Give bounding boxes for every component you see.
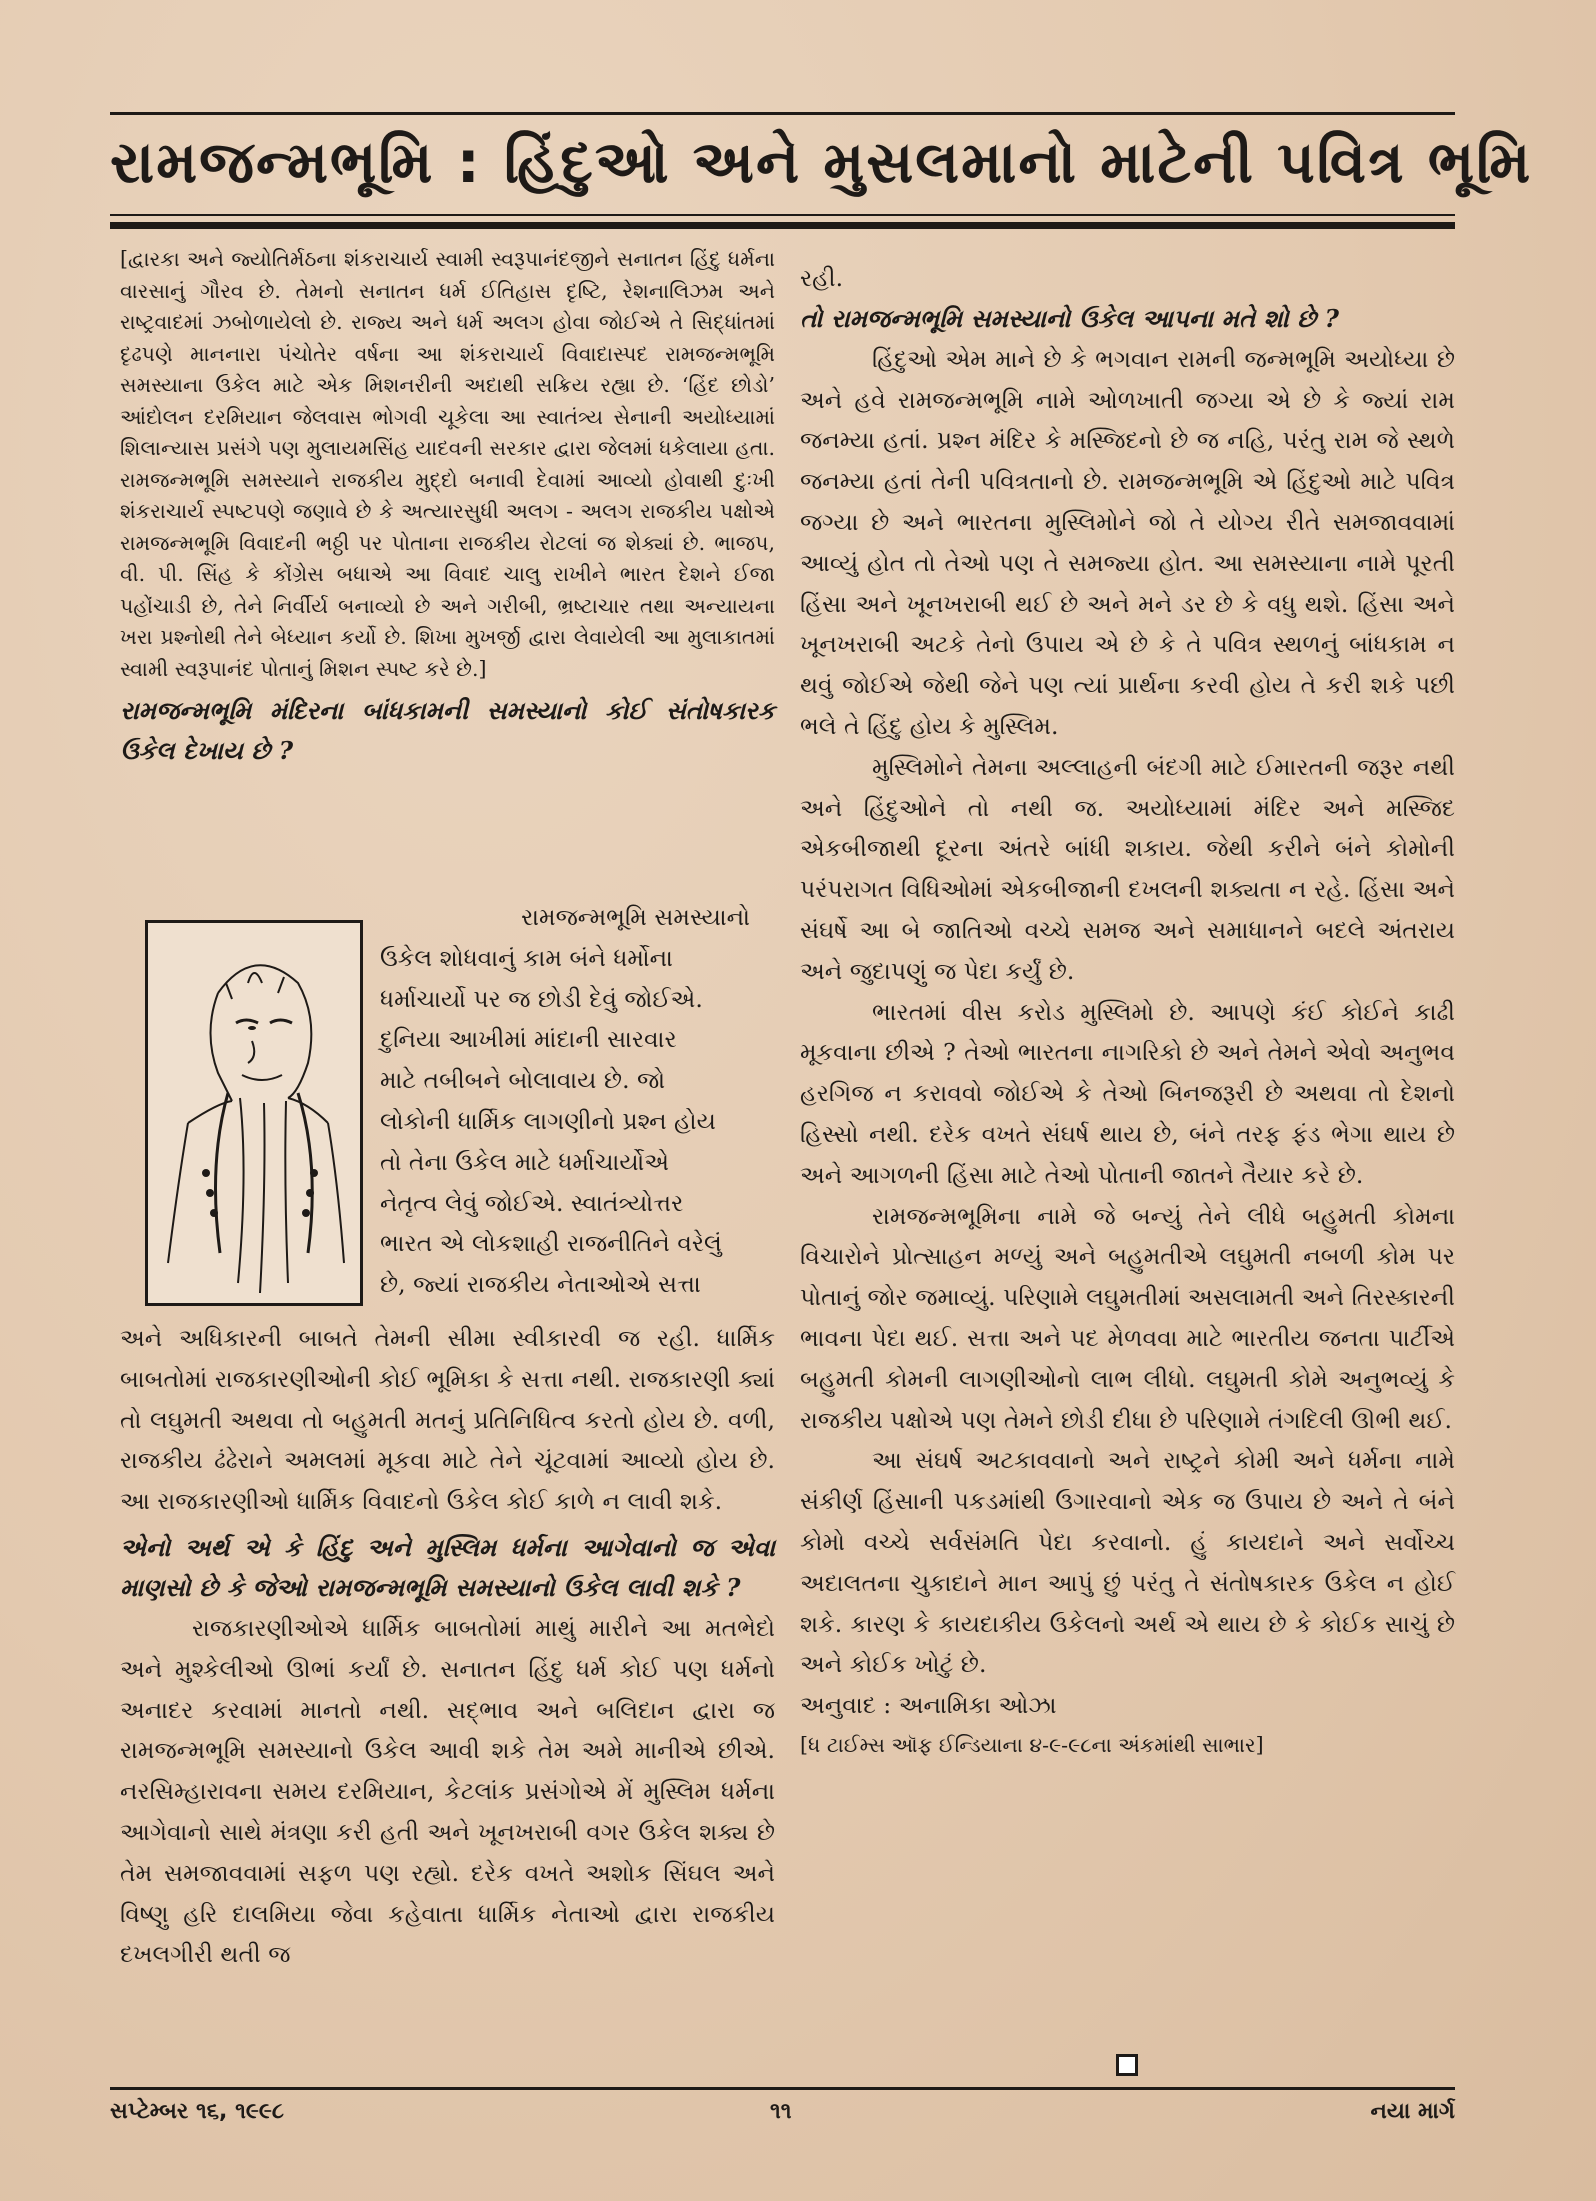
title-bottom-rule-thin <box>110 214 1455 216</box>
answer-1-line: ધર્માચાર્યો પર જ છોડી દેવું જોઈએ. <box>380 984 703 1013</box>
answer-1-line: લોકોની ધાર્મિક લાગણીનો પ્રશ્ન હોય <box>380 1106 716 1135</box>
answer-2: રાજકારણીઓએ ધાર્મિક બાબતોમાં માથું મારીને આ મતભેદો અને મુશ્કેલીઓ ઊભાં કર્યાં છે. સનાતન હિંદુ ધર્મ કોઈ પણ ધર્મનો અનાદર કરવામાં માનતો નથી. સદ્ભાવ અને બલિદાન દ્વારા જ રામજન્મભૂમિ સમસ્યાનો ઉકેલ આવી શકે તેમ અમે માનીએ છીએ. નરસિમ્હારાવના સમય દરમિયાન, કેટલાંક પ્રસંગોએ મેં મુસ્લિમ ધર્મના આગેવાનો સાથે મંત્રણા કરી હતી અને ખૂનખરાબી વગર ઉકેલ શક્ય છે તેમ સમજાવવામાં સફળ પણ રહ્યો. દરેક વખતે અશોક સિંઘલ અને વિષ્ણુ હરિ દાલમિયા જેવા કહેવાતા ધાર્મિક નેતાઓ દ્વારા રાજકીય દખલગીરી થતી જ <box>120 1613 775 1969</box>
answer-1-beside-image <box>380 897 775 1305</box>
answer-3-paragraph-4: રામજન્મભૂમિના નામે જે બન્યું તેને લીધે બહુમતી કોમના વિચારોને પ્રોત્સાહન મળ્યું અને બહુમતીએ લઘુમતી નબળી કોમ પર પોતાનું જોર જમાવ્યું. પરિણામે લઘુમતીમાં અસલામતી અને તિરસ્કારની ભાવના પેદા થઈ. સત્તા અને પદ મેળવવા માટે ભારતીય જનતા પાર્ટીએ બહુમતી કોમની લાગણીઓનો લાભ લીધો. લઘુમતી કોમે અનુભવ્યું કે રાજકીય પક્ષોએ પણ તેમને છોડી દીધા છે પરિણામે તંગદિલી ઊભી થઈ. <box>800 1201 1455 1434</box>
answer-1-line: દુનિયા આખીમાં માંદાની સારવાર <box>380 1025 677 1054</box>
article-title: રામજન્મભૂમિ : હિંદુઓ અને મુસલમાનો માટેની પવિત્ર ભૂમિ <box>110 128 1533 196</box>
footer-magazine-name: નયા માર્ગ <box>1370 2099 1455 2124</box>
answer-1-line: છે, જ્યાં રાજકીય નેતાઓએ સત્તા <box>380 1270 701 1299</box>
answer-1-line: ઉકેલ શોધવાનું કામ બંને ધર્મોના <box>380 943 673 972</box>
answer-1-rest: અને અધિકારની બાબતે તેમની સીમા સ્વીકારવી જ રહી. ધાર્મિક બાબતોમાં રાજકારણીઓની કોઈ ભૂમિકા કે સત્તા નથી. રાજકારણી ક્યાં તો લઘુમતી અથવા તો બહુમતી મતનું પ્રતિનિધિત્વ કરતો હોય છે. વળી, રાજકીય ઢંઢેરાને અમલમાં મૂકવા માટે તેને ચૂંટવામાં આવ્યો હોય છે. આ રાજકારણીઓ ધાર્મિક વિવાદનો ઉકેલ કોઈ કાળે ન લાવી શકે. <box>120 1324 775 1516</box>
answer-1-line: ભારત એ લોકશાહી રાજનીતિને વરેલું <box>380 1229 722 1258</box>
end-of-article-square-icon <box>1116 2054 1138 2076</box>
answer-1-line: રામજન્મભૂમિ સમસ્યાનો <box>521 903 750 931</box>
left-column-lower <box>120 1318 775 1975</box>
continued-text: રહી. <box>800 264 844 292</box>
intro-paragraph: [દ્વારકા અને જ્યોતિર્મઠના શંકરાચાર્ય સ્વામી સ્વરૂપાનંદજીને સનાતન હિંદુ ધર્મના વારસાનું ગૌરવ છે. તેમનો સનાતન ધર્મ ઈતિહાસ દૃષ્ટિ, રેશનાલિઝમ અને રાષ્ટ્રવાદમાં ઝબોળાયેલો છે. રાજ્ય અને ધર્મ અલગ હોવા જોઈએ તે સિદ્ધાંતમાં દૃઢપણે માનનારા પંચોતેર વર્ષના આ શંકરાચાર્ય વિવાદાસ્પદ રામજન્મભૂમિ સમસ્યાના ઉકેલ માટે એક મિશનરીની અદાથી સક્રિય રહ્યા છે. ‘હિંદ છોડો’ આંદોલન દરમિયાન જેલવાસ ભોગવી ચૂકેલા આ સ્વાતંત્ર્ય સેનાની અયોધ્યામાં શિલાન્યાસ પ્રસંગે પણ મુલાયમસિંહ યાદવની સરકાર દ્વારા જેલમાં ધકેલાયા હતા. રામજન્મભૂમિ સમસ્યાને રાજકીય મુદ્દો બનાવી દેવામાં આવ્યો હોવાથી દુઃખી શંકરાચાર્ય સ્પષ્ટપણે જણાવે છે કે અત્યારસુધી અલગ - અલગ રાજકીય પક્ષોએ રામજન્મભૂમિ વિવાદની ભઠ્ઠી પર પોતાના રાજકીય રોટલાં જ શેક્યાં છે. ભાજપ, વી. પી. સિંહ કે કોંગ્રેસ બધાએ આ વિવાદ ચાલુ રાખીને ભારત દેશને ઈજા પહોંચાડી છે, તેને નિર્વીર્ય બનાવ્યો છે અને ગરીબી, ભ્રષ્ટાચાર તથા અન્યાયના ખરા પ્રશ્નોથી તેને બેધ્યાન કર્યો છે. શિખા મુખર્જી દ્વારા લેવાયેલી આ મુલાકાતમાં સ્વામી સ્વરૂપાનંદ પોતાનું મિશન સ્પષ્ટ કરે છે.] <box>120 247 775 681</box>
title-top-rule <box>110 112 1455 115</box>
answer-3-paragraph-2: મુસ્લિમોને તેમના અલ્લાહની બંદગી માટે ઈમારતની જરૂર નથી અને હિંદુઓને તો નથી જ. અયોધ્યામાં મંદિર અને મસ્જિદ એકબીજાથી દૂરના અંતરે બાંધી શકાય. જેથી કરીને બંને કોમોની પરંપરાગત વિધિઓમાં એકબીજાની દખલની શક્યતા ન રહે. હિંસા અને સંઘર્ષે આ બે જાતિઓ વચ્ચે સમજ અને સમાધાનને બદલે અંતરાય અને જુદાપણું જ પેદા કર્યું છે. <box>800 752 1455 985</box>
right-column <box>800 258 1455 1765</box>
answer-3-paragraph-3: ભારતમાં વીસ કરોડ મુસ્લિમો છે. આપણે કંઈ કોઈને કાઢી મૂકવાના છીએ ? તેઓ ભારતના નાગરિકો છે અને તેમને એવો અનુભવ હરગિજ ન કરાવવો જોઈએ કે તેઓ બિનજરૂરી છે અથવા તો દેશનો હિસ્સો નથી. દરેક વખતે સંઘર્ષ થાય છે, બંને તરફ ફંડ ભેગા થાય છે અને આગળની હિંસા માટે તેઓ પોતાની જાતને તૈયાર કરે છે. <box>800 997 1455 1189</box>
question-2: એનો અર્થ એ કે હિંદુ અને મુસ્લિમ ધર્મના આગેવાનો જ એવા માણસો છે કે જેઓ રામજન્મભૂમિ સમસ્યાનો ઉકેલ લાવી શકે ? <box>120 1532 775 1602</box>
left-column <box>120 244 775 771</box>
footer-page-number: ૧૧ <box>770 2099 792 2124</box>
title-bottom-rule-thick <box>110 222 1455 229</box>
source-credit: [ધ ટાઈમ્સ ઑફ ઈન્ડિયાના ૪-૯-૯૮ના અંકમાંથી સાભાર] <box>800 1733 1264 1758</box>
answer-3-paragraph-1: હિંદુઓ એમ માને છે કે ભગવાન રામની જન્મભૂમિ અયોધ્યા છે અને હવે રામજન્મભૂમિ નામે ઓળખાતી જગ્યા એ છે કે જ્યાં રામ જનમ્યા હતાં. પ્રશ્ન મંદિર કે મસ્જિદનો છે જ નહિ, પરંતુ રામ જે સ્થળે જનમ્યા હતાં તેની પવિત્રતાનો છે. રામજન્મભૂમિ એ હિંદુઓ માટે પવિત્ર જગ્યા છે અને ભારતના મુસ્લિમોને જો તે યોગ્ય રીતે સમજાવવામાં આવ્યું હોત તો તેઓ પણ તે સમજ્યા હોત. આ સમસ્યાના નામે પૂરતી હિંસા અને ખૂનખરાબી થઈ છે અને મને ડર છે કે વધુ થશે. હિંસા અને ખૂનખરાબી અટકે તેનો ઉપાય એ છે કે તે પવિત્ર સ્થળનું બાંધકામ ન થવું જોઈએ જેથી જેને પણ ત્યાં પ્રાર્થના કરવી હોય તે કરી શકે પછી ભલે તે હિંદુ હોય કે મુસ્લિમ. <box>800 344 1455 740</box>
footer-rule <box>110 2087 1455 2090</box>
swami-sketch-icon <box>148 923 360 1303</box>
answer-1-line: માટે તબીબને બોલાવાય છે. જો <box>380 1066 666 1095</box>
answer-3-paragraph-5: આ સંઘર્ષ અટકાવવાનો અને રાષ્ટ્રને કોમી અને ધર્મના નામે સંકીર્ણ હિંસાની પકડમાંથી ઉગારવાનો એક જ ઉપાય છે અને તે બંને કોમો વચ્ચે સર્વસંમતિ પેદા કરવાનો. હું કાયદાને અને સર્વોચ્ચ અદાલતના ચુકાદાને માન આપું છું પરંતુ તે સંતોષકારક ઉકેલ ન હોઈ શકે. કારણ કે કાયદાકીય ઉકેલનો અર્થ એ થાય છે કે કોઈક સાચું છે અને કોઈક ખોટું છે. <box>800 1446 1455 1679</box>
question-3: તો રામજન્મભૂમિ સમસ્યાનો ઉકેલ આપના મતે શો છે ? <box>800 303 1339 333</box>
answer-1-line: તો તેના ઉકેલ માટે ધર્માચાર્યોએ <box>380 1147 670 1176</box>
translator-credit: અનુવાદ : અનામિકા ઓઝા <box>800 1691 1057 1720</box>
answer-1-line: નેતૃત્વ લેવું જોઈએ. સ્વાતંત્ર્યોત્તર <box>380 1188 684 1217</box>
footer-date: સપ્ટેમ્બર ૧૬, ૧૯૯૮ <box>110 2099 285 2124</box>
question-1: રામજન્મભૂમિ મંદિરના બાંધકામની સમસ્યાનો કોઈ સંતોષકારક ઉકેલ દેખાય છે ? <box>120 696 775 765</box>
portrait-illustration <box>145 920 363 1306</box>
